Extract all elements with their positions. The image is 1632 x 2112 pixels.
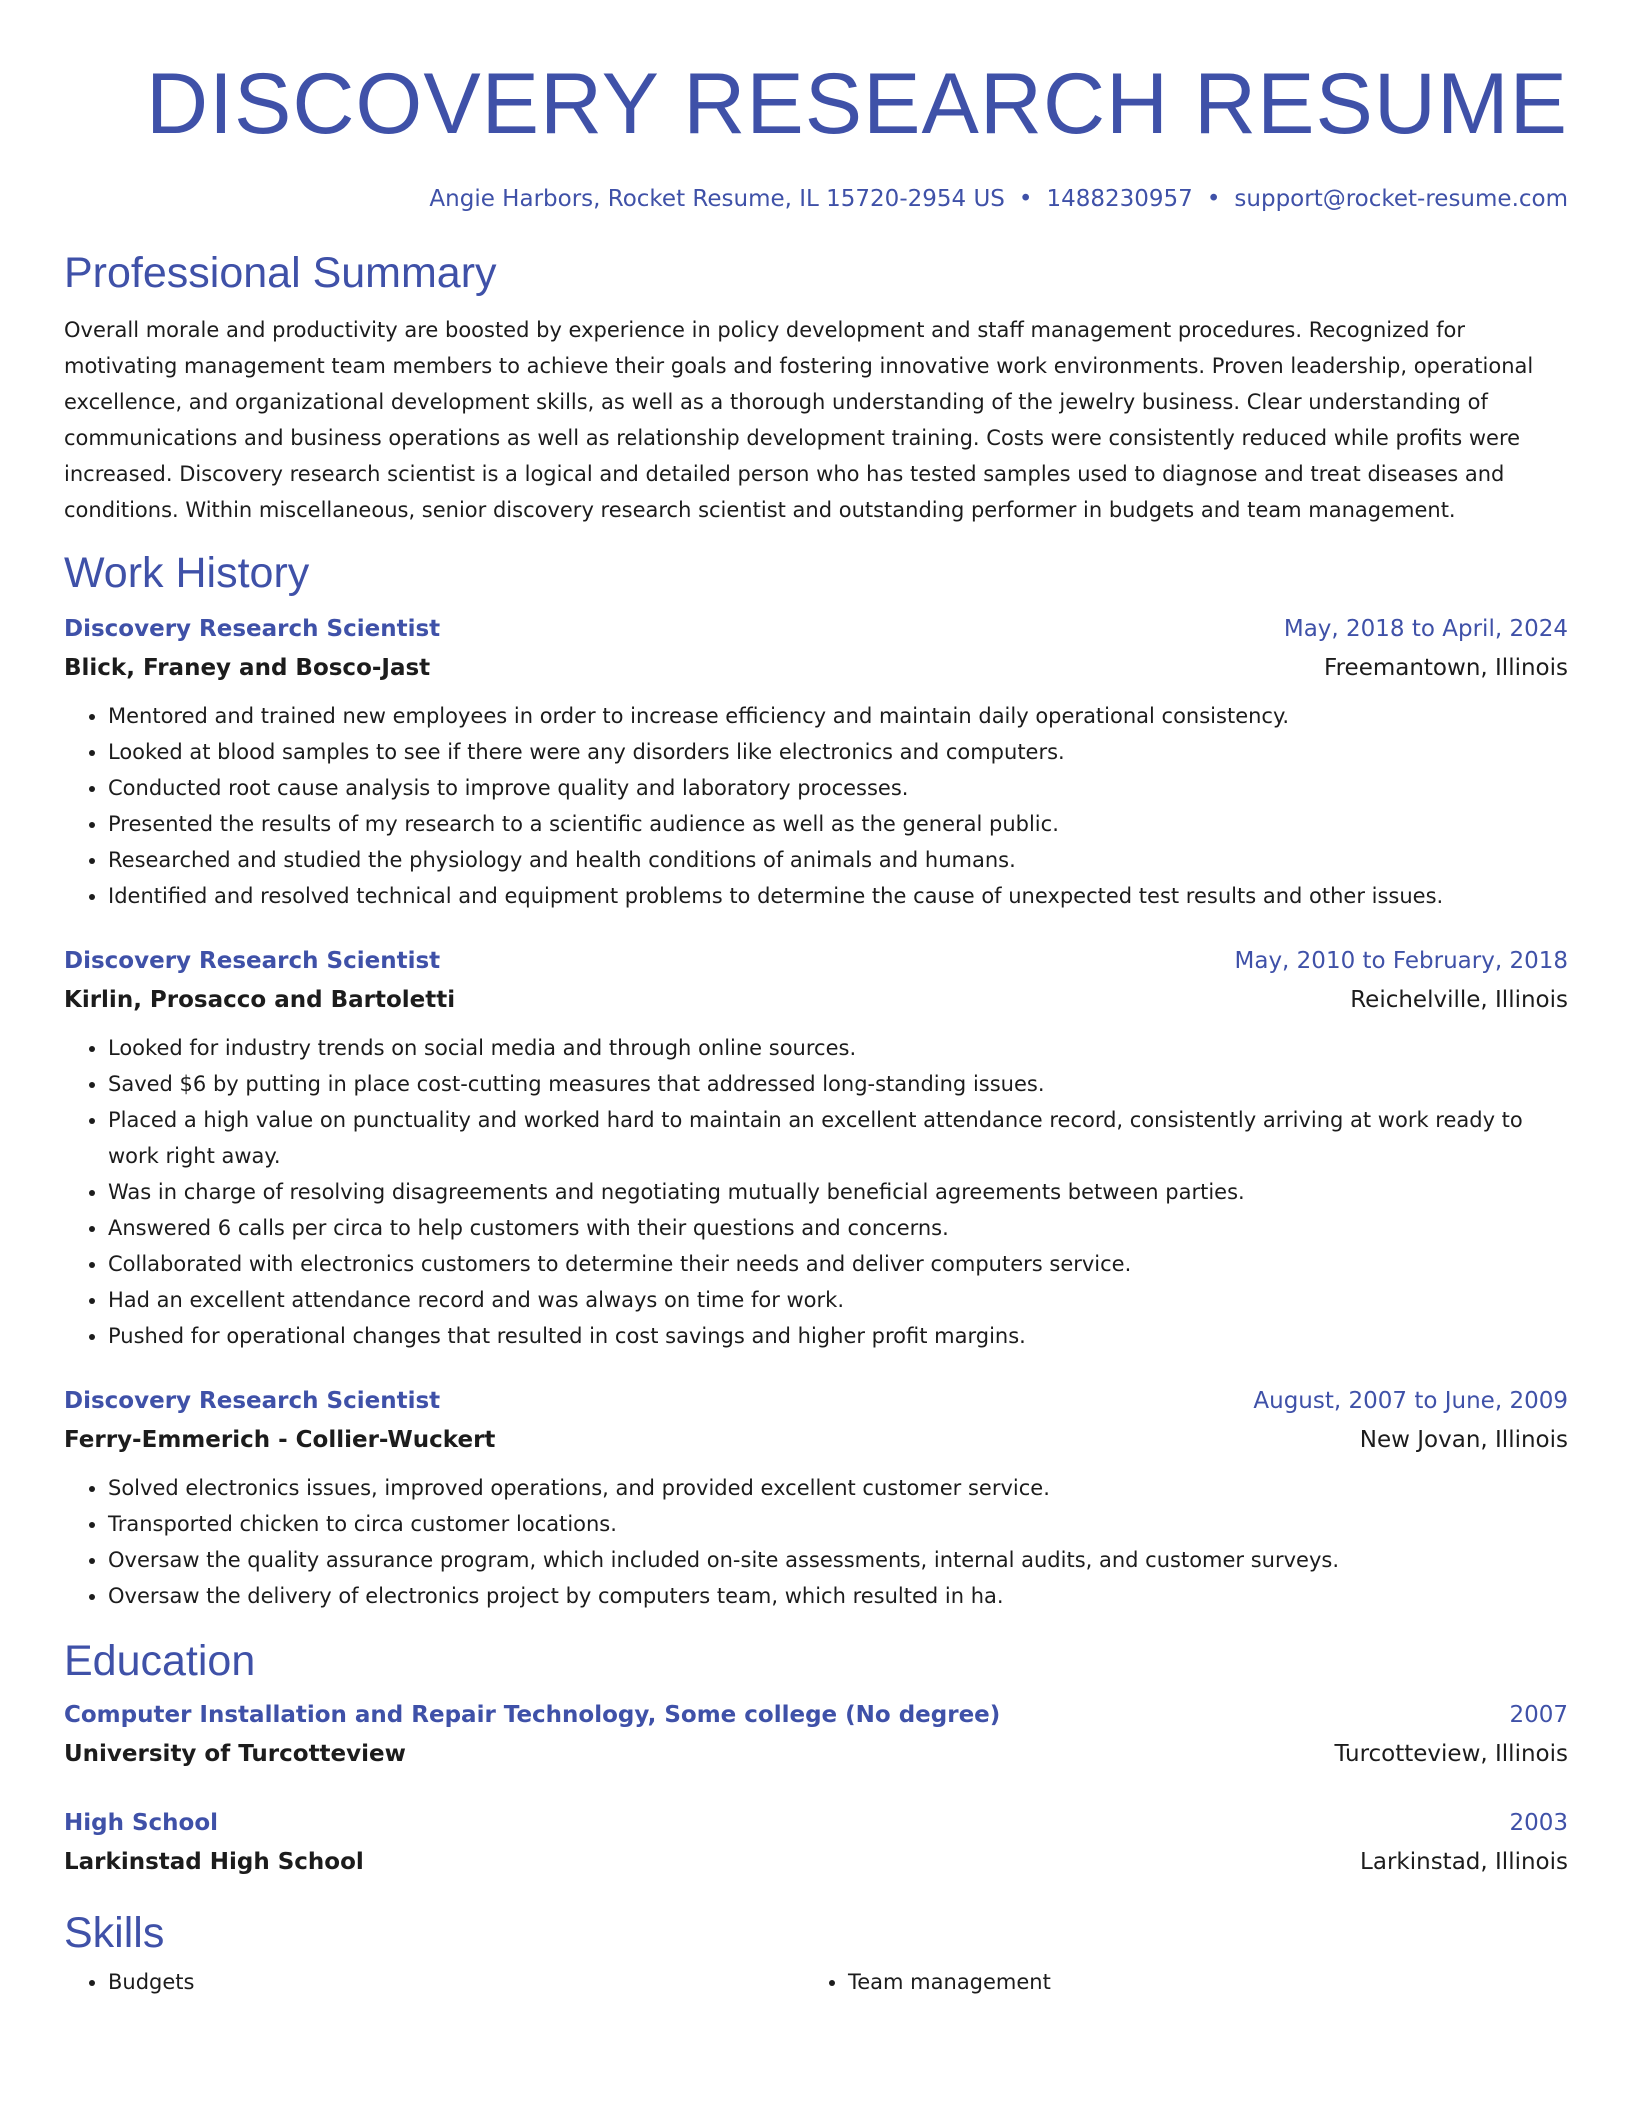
- job-dates: May, 2018 to April, 2024: [1283, 616, 1568, 642]
- skills-column-left: [64, 1964, 804, 2000]
- education-location: Larkinstad, Illinois: [1360, 1849, 1568, 1875]
- job-entry: [64, 1382, 1568, 1614]
- list-item: • Looked for industry trends on social media and through online sources.: [108, 1030, 1568, 1066]
- job-title-row: [64, 610, 1568, 648]
- list-item: • Mentored and trained new employees in order to increase efficiency and maintain daily operational consistency.: [108, 698, 1568, 734]
- job-dates: May, 2010 to February, 2018: [1234, 948, 1568, 974]
- contact-address: Angie Harbors, Rocket Resume, IL 15720-2954 US: [429, 186, 1005, 212]
- education-degree-row: [64, 1696, 1568, 1734]
- summary-text: Overall morale and productivity are boosted by experience in policy development and staff management procedures. Recognized for motivating management team members to achieve their goals and fostering innovative work environments. Proven leadership, operational excellence, and organizational development skills, as well as a thorough understanding of the jewelry business. Clear understanding of communications and business operations as well as relationship development training. Costs were consistently reduced while profits were increased. Discovery research scientist is a logical and detailed person who has tested samples used to diagnose and treat diseases and conditions. Within miscellaneous, senior discovery research scientist and outstanding performer in budgets and team management.: [64, 318, 1534, 522]
- education-school-row: [64, 1734, 1568, 1774]
- list-item: • Oversaw the quality assurance program, which included on-site assessments, internal audits, and customer surveys.: [108, 1542, 1568, 1578]
- education-heading: Education: [64, 1637, 256, 1685]
- resume-title: DISCOVERY RESEARCH RESUME: [145, 56, 1568, 152]
- job-bullets: [64, 698, 1568, 914]
- job-employer-row: [64, 980, 1568, 1020]
- skill-item: • Budgets: [108, 1964, 804, 2000]
- job-entry: [64, 942, 1568, 1354]
- list-item: • Researched and studied the physiology and health conditions of animals and humans.: [108, 842, 1568, 878]
- list-item: • Transported chicken to circa customer locations.: [108, 1506, 1568, 1542]
- list-item: • Had an excellent attendance record and was always on time for work.: [108, 1282, 1568, 1318]
- education-degree: High School: [64, 1810, 219, 1836]
- job-bullets: [64, 1030, 1568, 1354]
- education-entry: [64, 1804, 1568, 1882]
- education-year: 2003: [1509, 1810, 1568, 1836]
- contact-email[interactable]: support@rocket-resume.com: [1234, 186, 1568, 212]
- job-entry: [64, 610, 1568, 914]
- job-title-row: [64, 942, 1568, 980]
- job-bullets: [64, 1470, 1568, 1614]
- job-title-row: [64, 1382, 1568, 1420]
- list-item: • Looked at blood samples to see if there were any disorders like electronics and computers.: [108, 734, 1568, 770]
- list-item: • Placed a high value on punctuality and worked hard to maintain an excellent attendance record, consistently arriving at work ready to work right away.: [108, 1102, 1568, 1174]
- education-year: 2007: [1509, 1702, 1568, 1728]
- job-location: Freemantown, Illinois: [1324, 655, 1568, 681]
- education-entry: [64, 1696, 1568, 1774]
- list-item: • Identified and resolved technical and equipment problems to determine the cause of unexpected test results and other issues.: [108, 878, 1568, 914]
- list-item: • Collaborated with electronics customers to determine their needs and deliver computers service.: [108, 1246, 1568, 1282]
- work-history-heading: Work History: [64, 549, 310, 597]
- list-item: • Was in charge of resolving disagreements and negotiating mutually beneficial agreements between parties.: [108, 1174, 1568, 1210]
- list-item: • Saved $6 by putting in place cost-cutting measures that addressed long-standing issues.: [108, 1066, 1568, 1102]
- education-degree: Computer Installation and Repair Technology, Some college (No degree): [64, 1702, 1001, 1728]
- list-item: • Pushed for operational changes that resulted in cost savings and higher profit margins.: [108, 1318, 1568, 1354]
- education-school: Larkinstad High School: [64, 1849, 364, 1875]
- contact-separator: •: [1018, 186, 1033, 212]
- list-item: • Answered 6 calls per circa to help customers with their questions and concerns.: [108, 1210, 1568, 1246]
- job-location: New Jovan, Illinois: [1359, 1427, 1568, 1453]
- skills-list: [64, 1964, 1568, 2000]
- list-item: • Solved electronics issues, improved operations, and provided excellent customer service.: [108, 1470, 1568, 1506]
- education-school-row: [64, 1842, 1568, 1882]
- list-item: • Presented the results of my research to a scientific audience as well as the general public.: [108, 806, 1568, 842]
- job-employer: Ferry-Emmerich - Collier-Wuckert: [64, 1427, 496, 1453]
- job-employer-row: [64, 1420, 1568, 1460]
- job-role: Discovery Research Scientist: [64, 616, 441, 642]
- skills-heading: Skills: [64, 1909, 165, 1957]
- list-item: • Oversaw the delivery of electronics project by computers team, which resulted in ha.: [108, 1578, 1568, 1614]
- job-employer: Blick, Franey and Bosco-Jast: [64, 655, 431, 681]
- job-location: Reichelville, Illinois: [1350, 987, 1568, 1013]
- job-role: Discovery Research Scientist: [64, 1388, 441, 1414]
- education-location: Turcotteview, Illinois: [1334, 1741, 1568, 1767]
- job-dates: August, 2007 to June, 2009: [1253, 1388, 1568, 1414]
- job-employer-row: [64, 648, 1568, 688]
- job-role: Discovery Research Scientist: [64, 948, 441, 974]
- job-employer: Kirlin, Prosacco and Bartoletti: [64, 987, 456, 1013]
- summary-heading: Professional Summary: [64, 249, 497, 297]
- contact-phone: 1488230957: [1046, 186, 1193, 212]
- contact-separator: •: [1206, 186, 1221, 212]
- education-school: University of Turcotteview: [64, 1741, 406, 1767]
- education-degree-row: [64, 1804, 1568, 1842]
- list-item: • Conducted root cause analysis to improve quality and laboratory processes.: [108, 770, 1568, 806]
- skills-column-right: [804, 1964, 1544, 2000]
- skill-item: • Team management: [848, 1964, 1544, 2000]
- contact-line: [64, 184, 1568, 214]
